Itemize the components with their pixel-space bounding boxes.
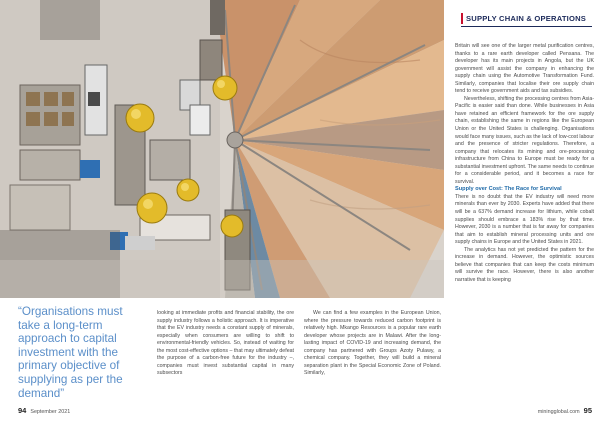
article-subheading: Supply over Cost: The Race for Survival (455, 186, 562, 193)
footer-left (18, 406, 70, 415)
page-number-left: 94 (18, 406, 27, 415)
section-divider (461, 26, 592, 27)
page-number-right: 95 (583, 406, 592, 415)
article-paragraph: Britain will see one of the larger metal purification centres, thanks to a rare earth developer called Pensana. The developer has its main projects in Angola, but the UK government will assist the company in enhancing the supply chain using the Automotive Transformation Fund. Similarly, companies that localise their ore supply chain tend to receive government aids and tax subsidies. (455, 43, 594, 95)
article-paragraph: We can find a few examples in the European Union, where the pressure towards reduced carbon footprint is relatively high. Mkango Resources is a popular rare earth developer whose projects are in Malawi. After the long-lasting impact of COVID-19 and increasing demand, the company has partnered with Groups Azoty Pulawy, a chemical company. Together, they will build a mineral separation plant in the Special Economic Zone of Poland. Similarly, (304, 310, 441, 377)
article-paragraph: There is no doubt that the EV industry will need more minerals than ever by 2030. Experts have added that there will be a 637% demand increase for lithium, while cobalt supplies should embrace a 183% rise by that time. However, 2030 is a number that is far away for companies that aim to establish mineral processing units and ore supply chains in Europe and the United States in 2021. (455, 193, 594, 246)
article-paragraph: Nevertheless, shifting the processing centres from Asia-Pacific is easier said than done. While businesses in Asia have retained an efficient framework for the ore supply chain, establishing the same in regions like the European Union or the United States is challenging. Organisations would face many issues, such as the lack of low-cost labour and the presence of stricter regulations. Therefore, a company that relocates its mining and ore-processing infrastructure from China to Europe must be ready for a substantial investment upfront. The same needs to continue for a considerable period, and it becomes a race for survival. (455, 95, 594, 185)
article-paragraph: looking at immediate profits and financial stability, the ore supply industry follows a holistic approach. It is imperative that the EV industry needs a constant supply of minerals, especially when consumers are willing to shift to environmental-friendly vehicles. So, instead of waiting for the most cost-effective options – that may ultimately defeat the purpose of a carbon-free future for the industry –, companies must invest substantial capital in many subsectors (157, 310, 294, 377)
article-column-right (455, 43, 594, 285)
section-title: SUPPLY CHAIN & OPERATIONS (466, 14, 587, 23)
site-url: miningglobal.com (537, 409, 580, 415)
footer-right (538, 406, 592, 415)
issue-date: September 2021 (30, 409, 71, 415)
article-paragraph: The analytics has not yet predicted the pattern for the increase in demand. However, the optimistic sources believe that companies that can keep the costs minimum will survive the race. However, there is also another narrative that is keeping (455, 246, 594, 283)
pull-quote: “Organisations must take a long-term approach to capital investment with the primary objective of supplying as per the demand” (18, 305, 123, 400)
article-column-left (157, 310, 294, 378)
section-accent-bar (461, 13, 463, 24)
article-column-middle (304, 310, 441, 378)
